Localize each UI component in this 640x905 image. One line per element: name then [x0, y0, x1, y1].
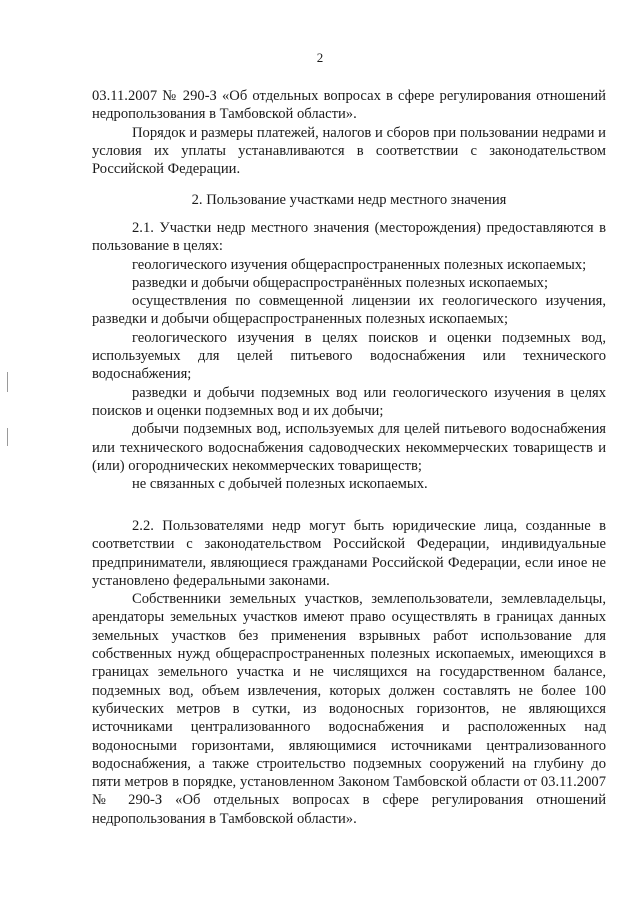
- clause-2-1-lead: 2.1. Участки недр местного значения (месторождения) предоставляются в пользование в целях:: [92, 220, 606, 255]
- clause-2-1-block: [92, 219, 606, 493]
- clause-2-1-item: разведки и добычи подземных вод или геологического изучения в целях поисков и оценки подземных вод и их добычи;: [92, 384, 606, 419]
- clause-2-1-item: добычи подземных вод, используемых для целей питьевого водоснабжения или технического водоснабжения садоводческих некоммерческих товариществ и (или) огороднических некоммерческих товариществ;: [92, 421, 606, 474]
- clause-2-1-item: осуществления по совмещенной лицензии их геологического изучения, разведки и добычи общераспространенных полезных ископаемых;: [92, 293, 606, 328]
- intro-paragraph-payments: Порядок и размеры платежей, налогов и сборов при пользовании недрами и условия их уплаты устанавливаются в соответствии с законодательством Российской Федерации.: [92, 124, 606, 178]
- clause-2-1-item: геологического изучения общераспространенных полезных ископаемых;: [132, 256, 587, 273]
- clause-2-2-block: [92, 517, 606, 828]
- section-heading-block: [92, 191, 606, 209]
- clause-2-1-item: не связанных с добычей полезных ископаемых.: [132, 476, 428, 493]
- owners-rights-paragraph: Собственники земельных участков, землепользователи, землевладельцы, арендаторы земельных участков имеют право осуществлять в границах данных земельных участков без применения взрывных работ использование для собственных нужд общераспространенных полезных ископаемых, имеющихся в границах земельного участка и не числящихся на государственном балансе, подземных вод, объем извлечения, которых должен составлять не более 100 кубических метров в сутки, из водоносных горизонтов, не являющихся источниками централизованного водоснабжения и расположенных над водоносными горизонтами, являющимися источниками централизованного водоснабжения, а также строительство подземных сооружений на глубину до пяти метров в порядке, установленном Законом Тамбовской области от 03.11.2007 № 290-З «Об отдельных вопросах в сфере регулирования отношений недропользования в Тамбовской области».: [92, 591, 606, 827]
- section-heading: 2. Пользование участками недр местного значения: [191, 192, 507, 208]
- scan-margin-mark: [7, 372, 8, 392]
- clause-2-1-item: геологического изучения в целях поисков и оценки подземных вод, используемых для целей питьевого водоснабжения или технического водоснабжения;: [92, 329, 606, 383]
- intro-paragraph-law-reference: 03.11.2007 № 290-З «Об отдельных вопросах в сфере регулирования отношений недропользования в Тамбовской области».: [92, 88, 606, 123]
- intro-block: [92, 87, 606, 178]
- scan-margin-mark: [7, 428, 8, 446]
- page-number: 2: [316, 50, 324, 65]
- clause-2-2-paragraph: 2.2. Пользователями недр могут быть юридические лица, созданные в соответствии с законодательством Российской Федерации, индивидуальные предприниматели, являющиеся гражданами Российской Федерации, если иное не установлено федеральными законами.: [92, 518, 606, 589]
- clause-2-1-item: разведки и добычи общераспространённых полезных ископаемых;: [132, 274, 549, 291]
